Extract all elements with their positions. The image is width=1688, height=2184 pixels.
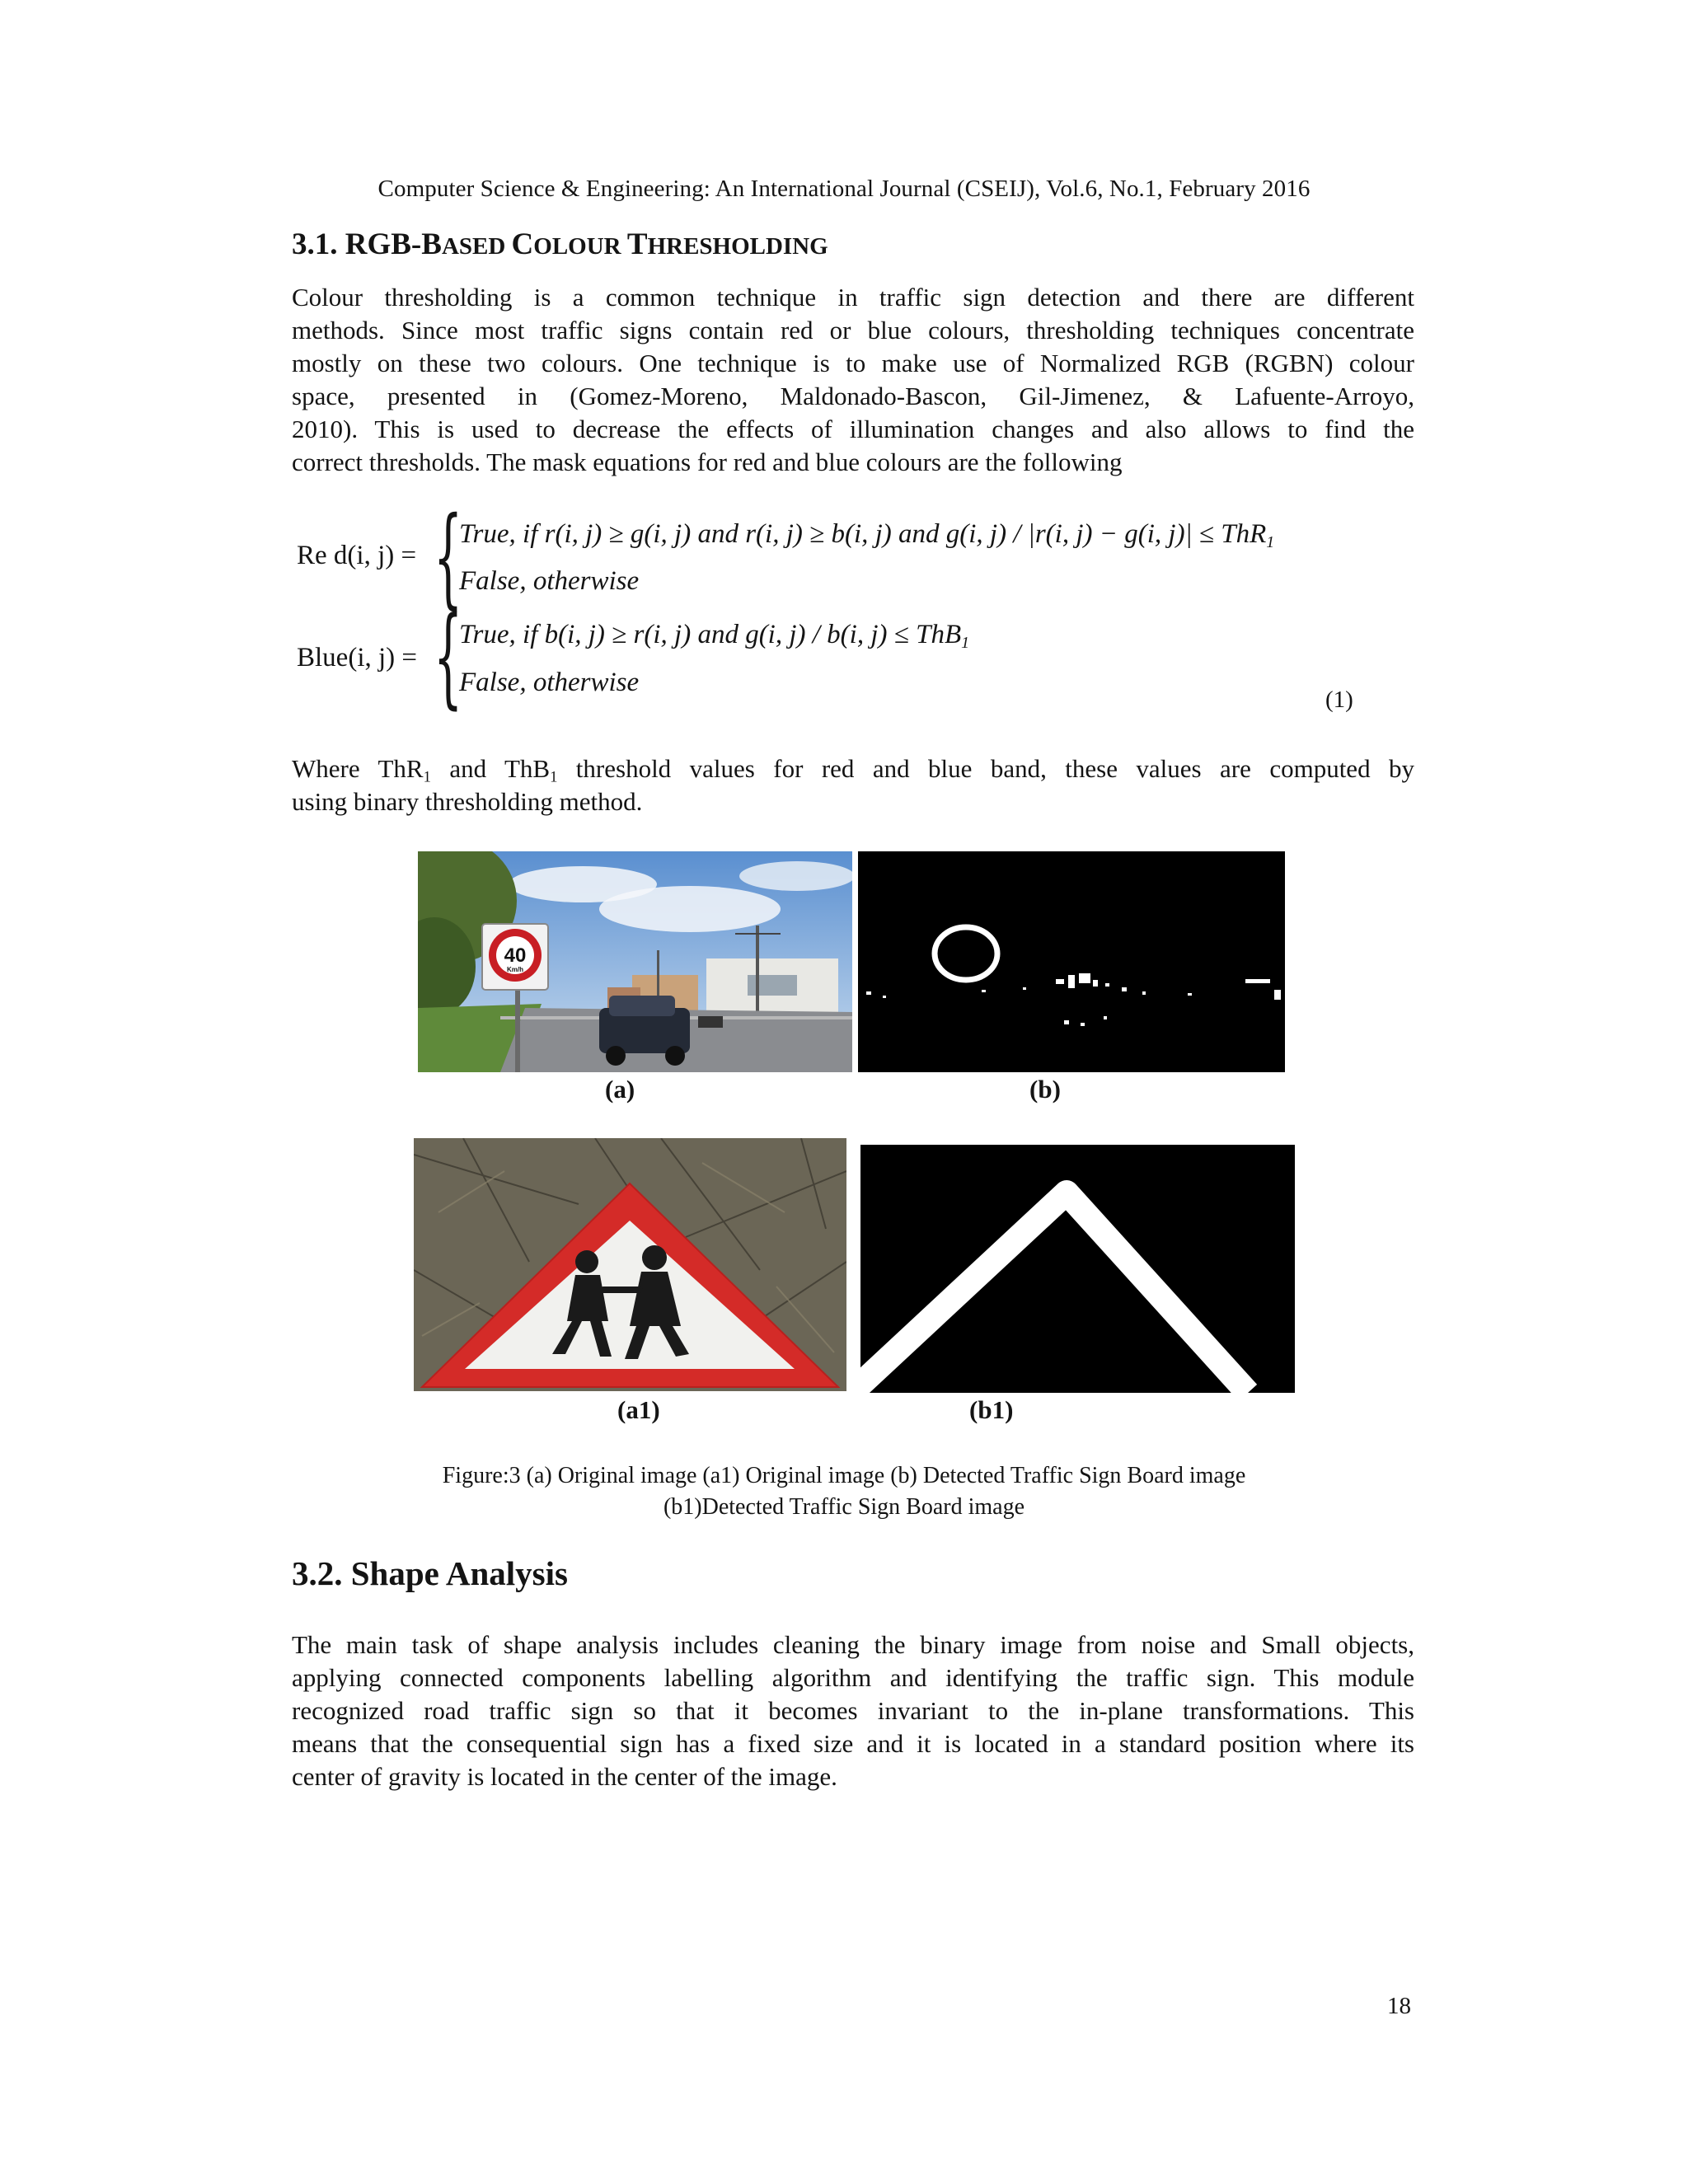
subscript: 1 (423, 768, 431, 786)
heading-part: RGB-B (345, 227, 442, 261)
paragraph-line: recognized road traffic sign so that it becomes invariant to the in-plane transformations. This (292, 1696, 1414, 1725)
paragraph-line: means that the consequential sign has a fixed size and it is located in a standard position where its (292, 1729, 1414, 1758)
street-scene-image (418, 851, 852, 1072)
threshold-subscript: 1 (1266, 532, 1275, 551)
paragraph-threshold-note (292, 752, 1414, 818)
red-mask-case-true (459, 519, 1274, 550)
binary-mask-triangle (860, 1145, 1295, 1393)
paragraph-line: 2010). This is used to decrease the effects of illumination changes and also allows to find the (292, 415, 1414, 443)
section-heading-3-1 (292, 227, 828, 262)
paragraph-colour-thresholding (292, 281, 1414, 479)
paragraph-line: applying connected components labelling algorithm and identifying the traffic sign. This module (292, 1663, 1414, 1692)
paragraph-line: The main task of shape analysis includes cleaning the binary image from noise and Small objects, (292, 1630, 1414, 1659)
figure-a1-original-image (414, 1138, 846, 1391)
left-brace-red: { (434, 494, 463, 621)
heading-part: C (511, 227, 534, 261)
speed-limit-unit: Km/h (507, 966, 523, 973)
blue-case-true-text: True, if b(i, j) ≥ r(i, j) and g(i, j) / b(i, j) ≤ ThB (459, 620, 962, 649)
figure-b1-detected-image (860, 1145, 1295, 1393)
figure-label-b: (b) (1029, 1075, 1061, 1104)
figure-label-b1: (b1) (969, 1395, 1014, 1424)
figure-label-a: (a) (605, 1075, 635, 1104)
figure-caption (0, 1460, 1688, 1523)
heading-part: HRESHOLDING (647, 233, 828, 260)
red-mask-case-false: False, otherwise (459, 566, 640, 596)
paragraph-line: mostly on these two colours. One technique is to make use of Normalized RGB (RGBN) colour (292, 349, 1414, 377)
section-heading-3-2: 3.2. Shape Analysis (292, 1554, 568, 1592)
page-number: 18 (1387, 1993, 1411, 2019)
blue-mask-case-false: False, otherwise (459, 668, 640, 697)
text-run: threshold values for red and blue band, these values are computed by (557, 754, 1415, 783)
equation-number: (1) (1325, 687, 1353, 713)
paragraph-line (292, 752, 1414, 785)
heading-part: T (626, 227, 648, 261)
red-case-true-text: True, if r(i, j) ≥ g(i, j) and r(i, j) ≥ b(i, j) and g(i, j) / |r(i, j) − g(i, j)| ≤ ThR (459, 519, 1267, 549)
warning-sign-photo (414, 1138, 846, 1391)
text-run: Where ThR (292, 754, 424, 783)
heading-part: ASED (441, 233, 512, 260)
figure-a-original-image (418, 851, 852, 1072)
caption-line: (b1)Detected Traffic Sign Board image (663, 1494, 1025, 1520)
red-mask-lhs: Re d(i, j) = (297, 541, 417, 570)
subscript: 1 (550, 768, 558, 786)
figure-label-a1: (a1) (617, 1395, 660, 1424)
heading-part: OLOUR (533, 233, 627, 260)
paragraph-line: correct thresholds. The mask equations for red and blue colours are the following (292, 448, 1123, 476)
blue-mask-case-true (459, 620, 969, 650)
caption-line: Figure:3 (a) Original image (a1) Original image (b) Detected Traffic Sign Board image (442, 1463, 1246, 1488)
left-brace-blue: { (434, 593, 463, 720)
threshold-subscript: 1 (961, 633, 970, 652)
paragraph-shape-analysis (292, 1629, 1414, 1793)
text-run: and ThB (430, 754, 551, 783)
running-header: Computer Science & Engineering: An International Journal (CSEIJ), Vol.6, No.1, February 2016 (377, 176, 1311, 202)
speed-limit-value: 40 (504, 944, 527, 967)
binary-mask-circle (858, 851, 1285, 1072)
section-number: 3.1. (292, 227, 345, 261)
paragraph-line: Colour thresholding is a common technique in traffic sign detection and there are different (292, 283, 1414, 312)
paragraph-line: center of gravity is located in the center of the image. (292, 1762, 837, 1791)
paragraph-line: space, presented in (Gomez-Moreno, Maldonado-Bascon, Gil-Jimenez, & Lafuente-Arroyo, (292, 382, 1414, 410)
paragraph-line: using binary thresholding method. (292, 787, 643, 816)
blue-mask-lhs: Blue(i, j) = (297, 643, 418, 673)
figure-b-detected-image (858, 851, 1285, 1072)
paragraph-line: methods. Since most traffic signs contain red or blue colours, thresholding techniques concentrate (292, 316, 1414, 344)
